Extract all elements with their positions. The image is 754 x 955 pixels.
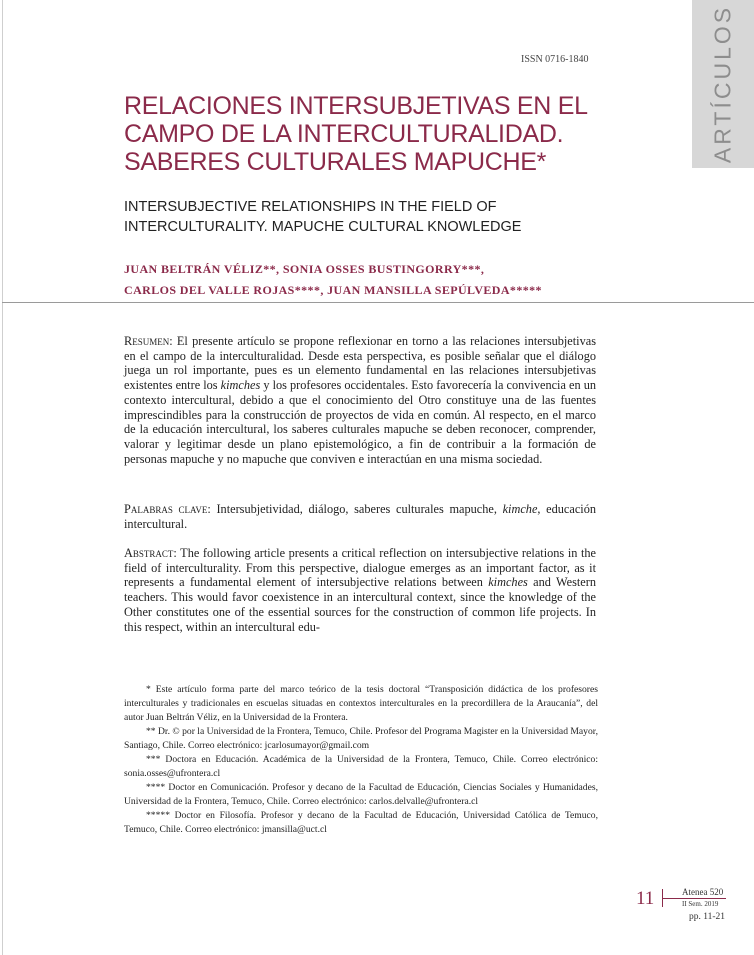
title-line: SABERES CULTURALES MAPUCHE* [124,148,547,176]
title-line: CAMPO DE LA INTERCULTURALIDAD. [124,120,564,148]
article-title [124,92,644,176]
section-tab-label: ARTÍCULOS [709,4,736,164]
author-list [124,259,684,301]
footnotes [124,683,598,837]
footnote: ***** Doctor en Filosofía. Profesor y decano de la Facultad de Educación, Universidad Católica de Temuco, Temuco, Chile. Correo electrónico: jmansilla@uct.cl [124,810,598,835]
author-line: JUAN BELTRÁN VÉLIZ**, SONIA OSSES BUSTINGORRY***, [124,262,485,276]
folio-divider [662,898,726,899]
title-line: RELACIONES INTERSUBJETIVAS EN EL [124,92,588,120]
keywords-emphasis: kimche [502,502,538,516]
journal-semester: II Sem. 2019 [682,900,719,908]
resumen-text: El presente artículo se propone reflexionar en torno a las relaciones intersubjetivas en el campo de la interculturalidad. Desde esta perspectiva, es posible señalar que el diálogo juega un rol importante, pues es un elemento fundamental en las relaciones intersubjetivas existentes entre los [124,334,596,393]
resumen-emphasis: kimches [220,378,261,393]
abstract-emphasis: kimches [488,575,528,590]
english-title [124,197,594,237]
issn-label: ISSN 0716-1840 [521,54,589,65]
section-tab [692,0,754,168]
abstract-text: The following article presents a critical reflection on intersubjective relations in the field of interculturality. From this perspective, dialogue emerges as an important factor, as it represents a fundamental element of intersubjective relations between [124,546,596,590]
abstract-text: and Western teachers. This would favor coexistence in an intercultural context, since the knowledge of the Other constitutes one of the essential sources for the construction of common life projects. In this respect, within an intercultural edu- [124,575,596,634]
author-line: CARLOS DEL VALLE ROJAS****, JUAN MANSILLA SEPÚLVEDA***** [124,283,542,297]
keywords-label: Palabras clave: [124,502,211,516]
subtitle-line: INTERSUBJECTIVE RELATIONSHIPS IN THE FIELD OF [124,199,497,215]
keywords-text: , educación intercultural. [124,502,597,531]
page-number: 11 [636,888,655,909]
keywords-text: Intersubjetividad, diálogo, saberes culturales mapuche, [210,502,503,516]
keywords-paragraph [124,502,596,531]
resumen-paragraph [124,334,596,466]
resumen-label: Resumen: [124,334,173,348]
page-edge-line [2,0,3,955]
resumen-text: y los profesores occidentales. Esto favorecería la convivencia en un contexto intercultural, debido a que el conocimiento del Otro constituye una de las fuentes imprescindibles para la construcción de proyectos de vida en común. Al respecto, en el marco de la educación intercultural, los saberes culturales mapuche se deben reconocer, comprender, valorar y legitimar desde un plano epistemológico, a fin de contribuir a la formación de personas mapuche y no mapuche que conviven e interactúan en una misma sociedad. [124,378,597,466]
footnote: **** Doctor en Comunicación. Profesor y decano de la Facultad de Educación, Ciencias Sociales y Humanidades, Universidad de la Frontera, Temuco, Chile. Correo electrónico: carlos.delvalle@ufrontera.cl [124,782,598,807]
subtitle-line: INTERCULTURALITY. MAPUCHE CULTURAL KNOWLEDGE [124,219,522,235]
page-range: pp. 11-21 [689,912,726,922]
footnote: *** Doctora en Educación. Académica de la Universidad de la Frontera, Temuco, Chile. Correo electrónico: sonia.osses@ufrontera.cl [124,754,598,779]
abstract-paragraph [124,546,596,634]
journal-name: Atenea 520 [682,887,724,897]
footnote: ** Dr. © por la Universidad de la Frontera, Temuco, Chile. Profesor del Programa Magister en la Universidad Mayor, Santiago, Chile. Correo electrónico: jcarlosumayor@gmail.com [124,726,598,751]
header-divider [2,302,754,303]
footnote: * Este artículo forma parte del marco teórico de la tesis doctoral “Transposición didáctica de los profesores interculturales y tradicionales en escuelas situadas en contextos interculturales en la precordillera de la Araucanía”, del autor Juan Beltrán Véliz, en la Universidad de la Frontera. [124,684,598,723]
abstract-label: Abstract: [124,546,177,560]
